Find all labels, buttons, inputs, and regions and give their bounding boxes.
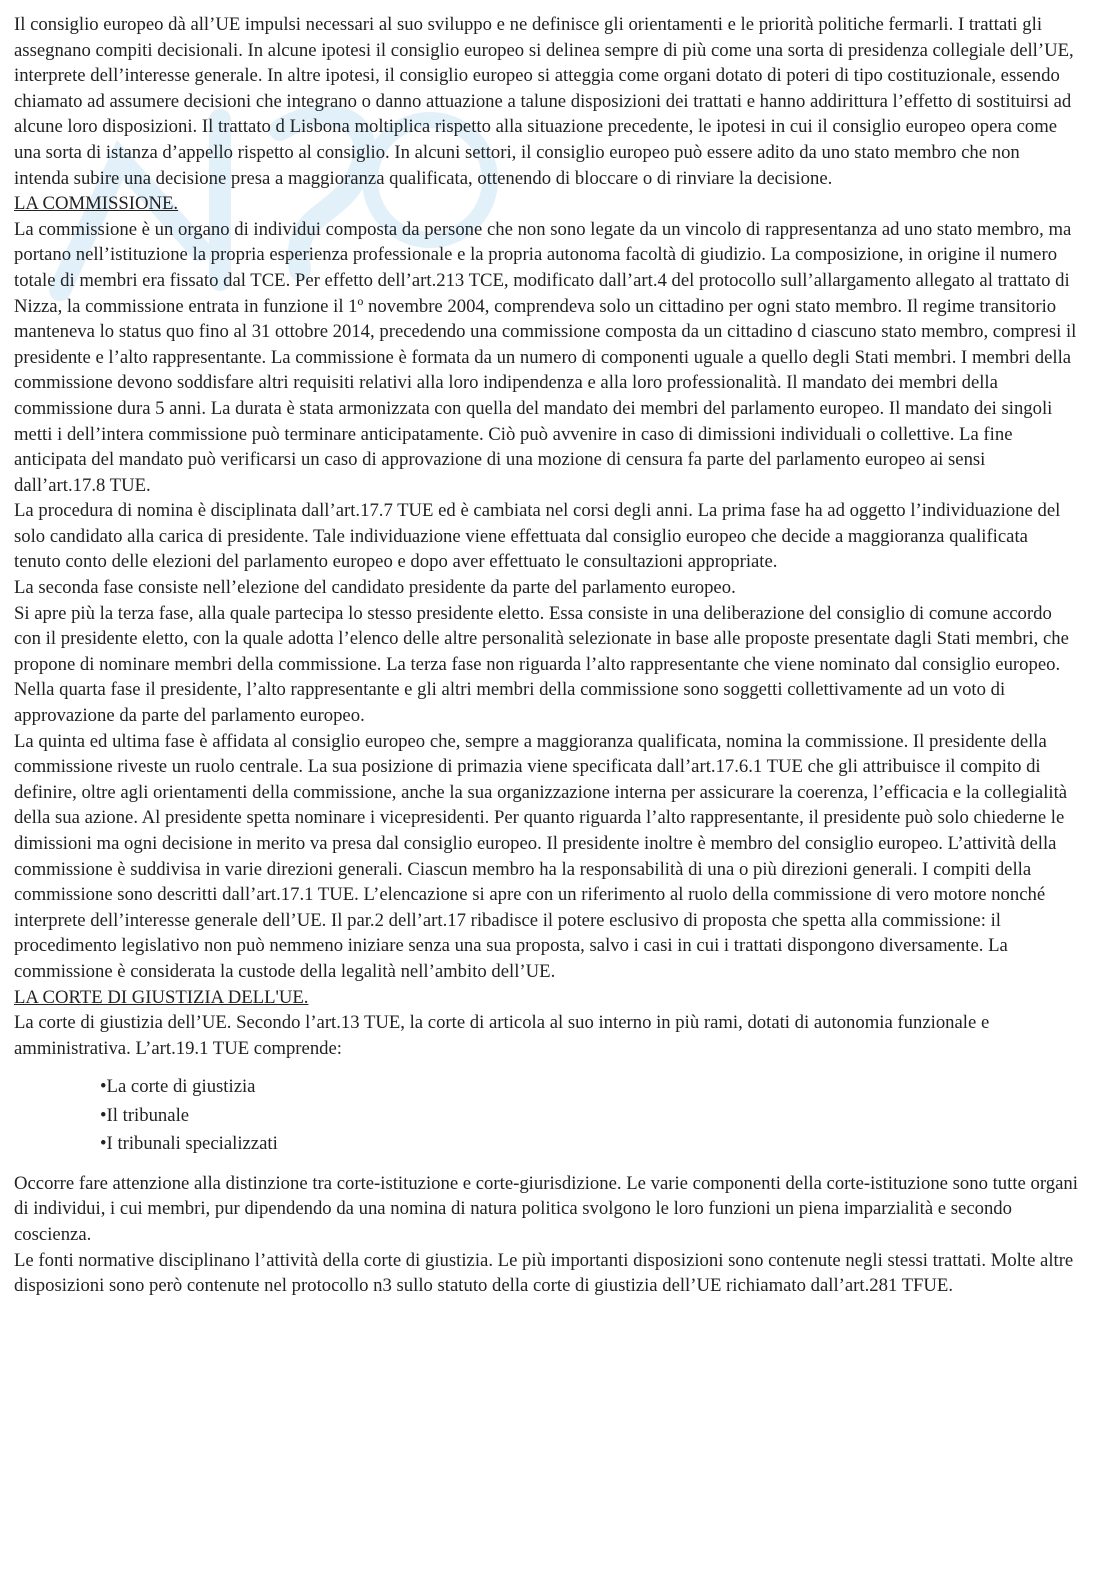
paragraph: La commissione è un organo di individui composta da persone che non sono legate da un vincolo di rappresentanza ad uno stato membro, ma portano nell’istituzione la propria esperienza professionale e la propria autonoma facoltà di giudizio. La composizione, in origine il numero totale di membri era fissato dal TCE. Per effetto dell’art.213 TCE, modificato dall’art.4 del protocollo sull’allargamento allegato al trattato di Nizza, la commissione entrata in funzione il 1º novembre 2004, comprendeva solo un cittadino per ogni stato membro. Il regime transitorio manteneva lo status quo fino al 31 ottobre 2014, precedendo una commissione composta da un cittadino d ciascuno stato membro, compresi il presidente e l’alto rappresentante. La commissione è formata da un numero di componenti uguale a quello degli Stati membri. I membri della commissione devono soddisfare altri requisiti relativi alla loro indipendenza e alla loro professionalità. Il mandato dei membri della commissione dura 5 anni. La durata è stata armonizzata con quella del mandato dei membri del parlamento europeo. Il mandato dei singoli metti i dell’intera commissione può terminare anticipatamente. Ciò può avvenire in caso di dimissioni individuali o collettive. La fine anticipata del mandato può verificarsi un caso di approvazione di una mozione di censura fa parte del parlamento europeo ai sensi dall’art.17.8 TUE. xyxy=(14,218,1077,496)
bullet-list xyxy=(100,1073,1078,1159)
paragraph: La procedura di nomina è disciplinata dall’art.17.7 TUE ed è cambiata nel corsi degli anni. La prima fase ha ad oggetto l’individuazione del solo candidato alla carica di presidente. Tale individuazione viene effettuata dal consiglio europeo che decide a maggioranza qualificata tenuto conto delle elezioni del parlamento europeo e dopo aver effettuato le consultazioni appropriate. xyxy=(14,500,1061,573)
list-item xyxy=(100,1102,1078,1131)
paragraph: Occorre fare attenzione alla distinzione tra corte-istituzione e corte-giurisdizione. Le varie componenti della corte-istituzione sono tutte organi di individui, i cui membri, pur dipendendo da una nomina di natura politica svolgono le loro funzioni un piena imparzialità e secondo coscienza. xyxy=(14,1172,1078,1246)
list-item xyxy=(100,1073,1078,1102)
document-page xyxy=(14,12,1078,1299)
paragraph: La seconda fase consiste nell’elezione del candidato presidente da parte del parlamento europeo. xyxy=(14,577,736,599)
paragraph: Nella quarta fase il presidente, l’alto rappresentante e gli altri membri della commissione sono soggetti collettivamente ad un voto di approvazione da parte del parlamento europeo. xyxy=(14,679,1006,727)
paragraph: Si apre più la terza fase, alla quale partecipa lo stesso presidente eletto. Essa consiste in una deliberazione del consiglio di comune accordo con il presidente eletto, con la quale adotta l’elenco delle altre personalità selezionate in base alle proposte presentate dagli Stati membri, che propone di nominare membri della commissione. La terza fase non riguarda l’alto rappresentante che viene nominato dal consiglio europeo. xyxy=(14,602,1069,675)
list-item-text: Il tribunale xyxy=(106,1104,190,1126)
list-item-text: I tribunali specializzati xyxy=(106,1133,278,1155)
paragraph: La corte di giustizia dell’UE. Secondo l’art.13 TUE, la corte di articola al suo interno in più rami, dotati di autonomia funzionale e amministrativa. L’art.19.1 TUE comprende: xyxy=(14,1012,990,1059)
paragraph: Le fonti normative disciplinano l’attività della corte di giustizia. Le più importanti disposizioni sono contenute negli stessi trattati. Molte altre disposizioni sono però contenute nel protocollo n3 sullo statuto della corte di giustizia dell’UE richiamato dall’art.281 TFUE. xyxy=(14,1249,1074,1297)
heading-corte-di-giustizia: LA CORTE DI GIUSTIZIA DELL'UE. xyxy=(14,986,309,1008)
paragraph: La quinta ed ultima fase è affidata al consiglio europeo che, sempre a maggioranza qualificata, nomina la commissione. Il presidente della commissione riveste un ruolo centrale. La sua posizione di primazia viene specificata dall’art.17.6.1 TUE che gli attribuisce il compito di definire, oltre agli orientamenti della commissione, anche la sua organizzazione interna per assicurare la coerenza, l’efficacia e la collegialità della sua azione. Al presidente spetta nominare i vicepresidenti. Per quanto riguarda l’alto rappresentante, il presidente può solo chiederne le dimissioni ma ogni decisione in merito va presa dal consiglio europeo. Il presidente inoltre è membro del consiglio europeo. L’attività della commissione è suddivisa in varie direzioni generali. Ciascun membro ha la responsabilità di una o più direzioni generali. I compiti della commissione sono descritti dall’art.17.1 TUE. L’elencazione si apre con un riferimento al ruolo della commissione di vero motore nonché interprete dell’interesse generale dell’UE. Il par.2 dell’art.17 ribadisce il potere esclusivo di proposta che spetta alla commissione: il procedimento legislativo non può nemmeno iniziare senza una sua proposta, salvo i casi in cui i trattati dispongono diversamente. La commissione è considerata la custode della legalità nell’ambito dell’UE. xyxy=(14,730,1068,982)
list-item xyxy=(100,1130,1078,1159)
list-item-text: La corte di giustizia xyxy=(106,1076,256,1098)
heading-commissione: LA COMMISSIONE. xyxy=(14,193,179,215)
intro-paragraph: Il consiglio europeo dà all’UE impulsi necessari al suo sviluppo e ne definisce gli orientamenti e le priorità politiche fermarli. I trattati gli assegnano compiti decisionali. In alcune ipotesi il consiglio europeo si delinea sempre di più come una sorta di presidenza collegiale dell’UE, interprete dell’interesse generale. In altre ipotesi, il consiglio europeo si atteggia come organi dotato di poteri di tipo costituzionale, essendo chiamato ad assumere decisioni che integrano o danno attuazione a talune disposizioni dei trattati e hanno addirittura l’effetto di sostituirsi ad alcune loro disposizioni. Il trattato d Lisbona moltiplica rispetto alla situazione precedente, le ipotesi in cui il consiglio europeo opera come una sorta di istanza d’appello rispetto al consiglio. In alcuni settori, il consiglio europeo può essere adito da uno stato membro che non intenda subire una decisione presa a maggioranza qualificata, ottenendo di bloccare o di rinviare la decisione. xyxy=(14,14,1074,189)
